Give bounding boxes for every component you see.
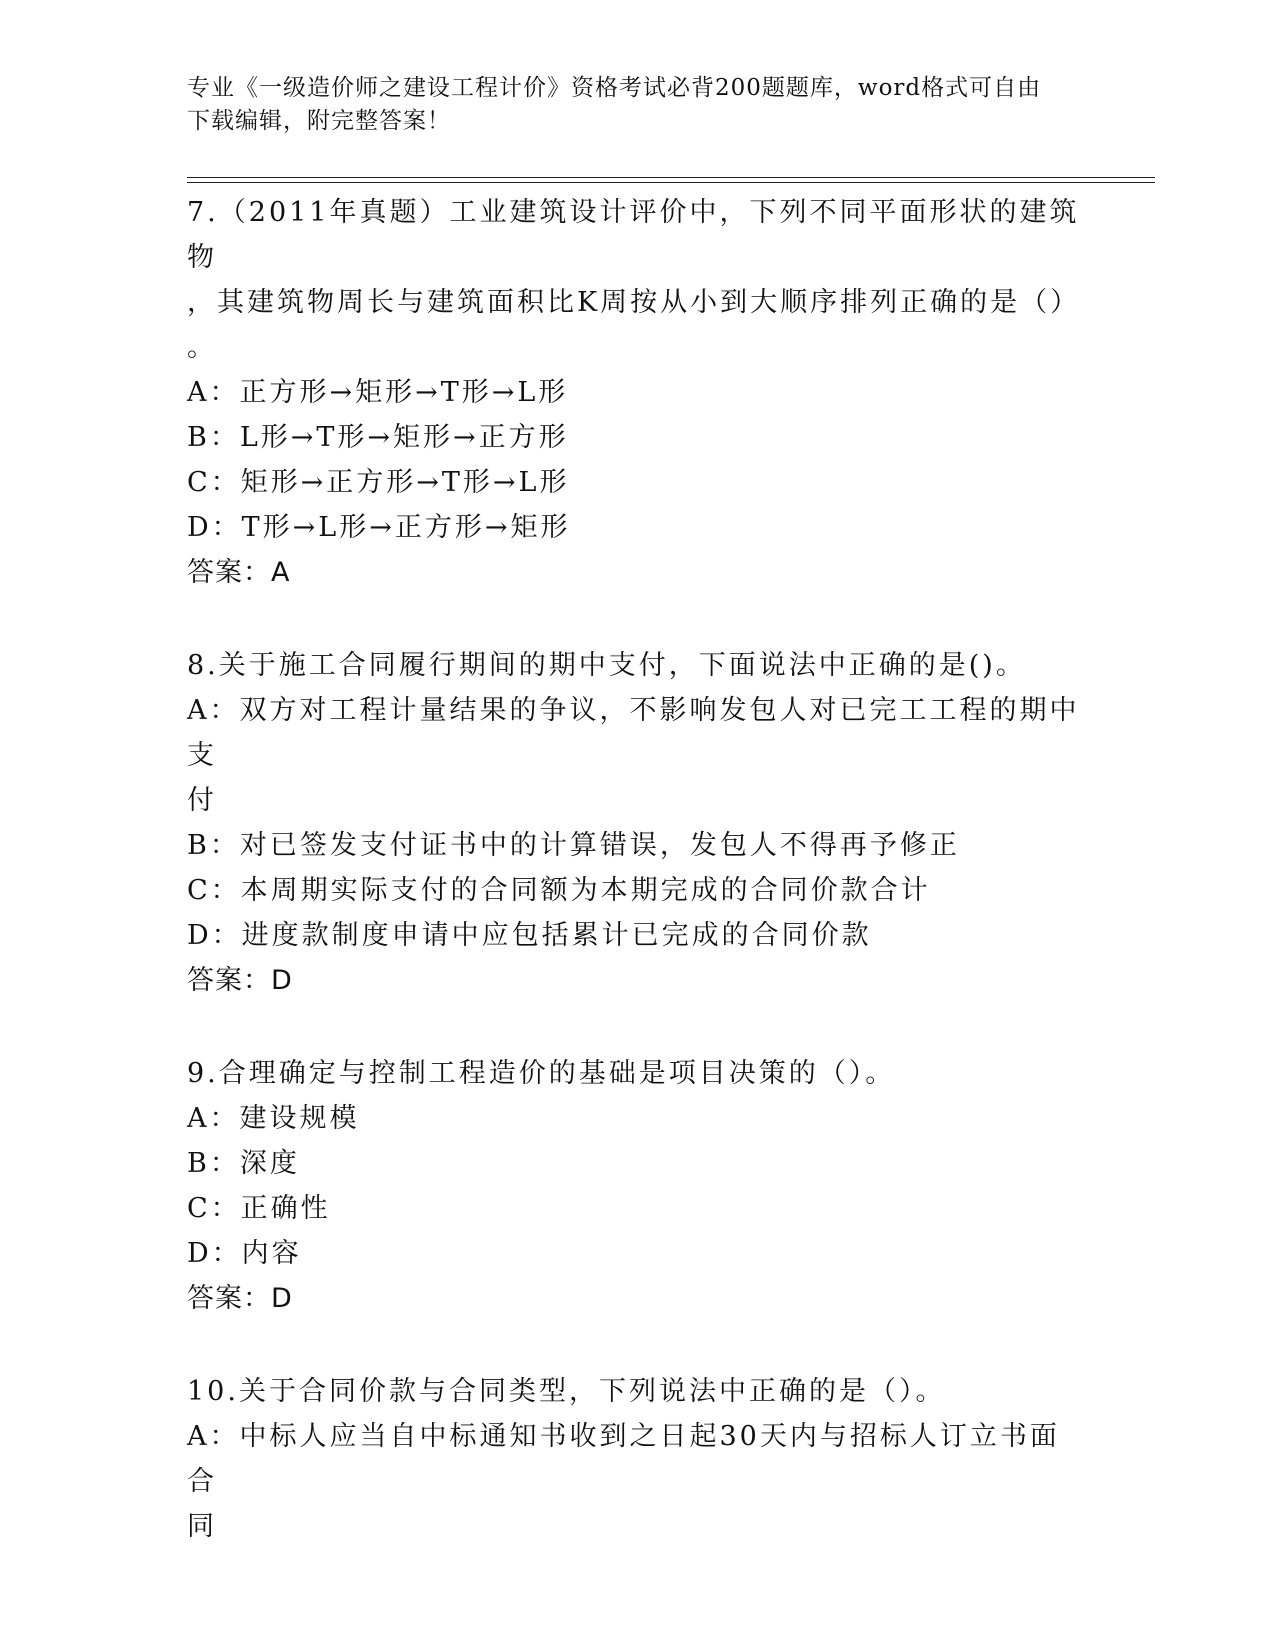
option-text: C：正确性 (187, 1193, 331, 1224)
question-item (187, 643, 1087, 1003)
option-text: B：深度 (187, 1148, 300, 1179)
answer-text: 答案：A (187, 557, 291, 588)
question-text: 9.合理确定与控制工程造价的基础是项目决策的（）。 (187, 1058, 896, 1089)
option-text: C：矩形→正方形→T形→L形 (187, 467, 570, 498)
option-text: B：L形→T形→矩形→正方形 (187, 422, 569, 453)
question-text: 。 (187, 332, 217, 363)
question-text: 7.（2011年真题）工业建筑设计评价中，下列不同平面形状的建筑物 (187, 197, 1080, 273)
option-text: B：对已签发支付证书中的计算错误，发包人不得再予修正 (187, 830, 960, 861)
header-divider-top (187, 177, 1155, 178)
question-text: 8.关于施工合同履行期间的期中支付，下面说法中正确的是()。 (187, 650, 1026, 681)
question-item (187, 190, 1087, 595)
option-text: D：进度款制度申请中应包括累计已完成的合同价款 (187, 920, 872, 951)
answer-text: 答案：D (187, 1283, 293, 1314)
answer-text: 答案：D (187, 965, 293, 996)
question-item (187, 1369, 1087, 1549)
option-text: D：T形→L形→正方形→矩形 (187, 512, 571, 543)
header-line-2: 下载编辑，附完整答案！ (187, 108, 451, 134)
document-header (187, 72, 1067, 138)
option-text: C：本周期实际支付的合同额为本期完成的合同价款合计 (187, 875, 931, 906)
option-text: A：正方形→矩形→T形→L形 (187, 377, 569, 408)
question-text: ，其建筑物周长与建筑面积比K周按从小到大顺序排列正确的是（） (187, 287, 1081, 318)
question-text: 10.关于合同价款与合同类型，下列说法中正确的是（）。 (187, 1376, 946, 1407)
option-text: A：双方对工程计量结果的争议，不影响发包人对已完工工程的期中支 (187, 695, 1080, 771)
option-text: D：内容 (187, 1238, 302, 1269)
option-text: A：中标人应当自中标通知书收到之日起30天内与招标人订立书面合 (187, 1421, 1060, 1497)
question-item (187, 1051, 1087, 1321)
header-line-1: 专业《一级造价师之建设工程计价》资格考试必背200题题库，word格式可自由 (187, 75, 1042, 101)
option-text: 同 (187, 1511, 217, 1542)
question-list (187, 190, 1087, 1597)
header-divider-bottom (187, 182, 1155, 183)
option-text: A：建设规模 (187, 1103, 360, 1134)
option-text: 付 (187, 785, 217, 816)
